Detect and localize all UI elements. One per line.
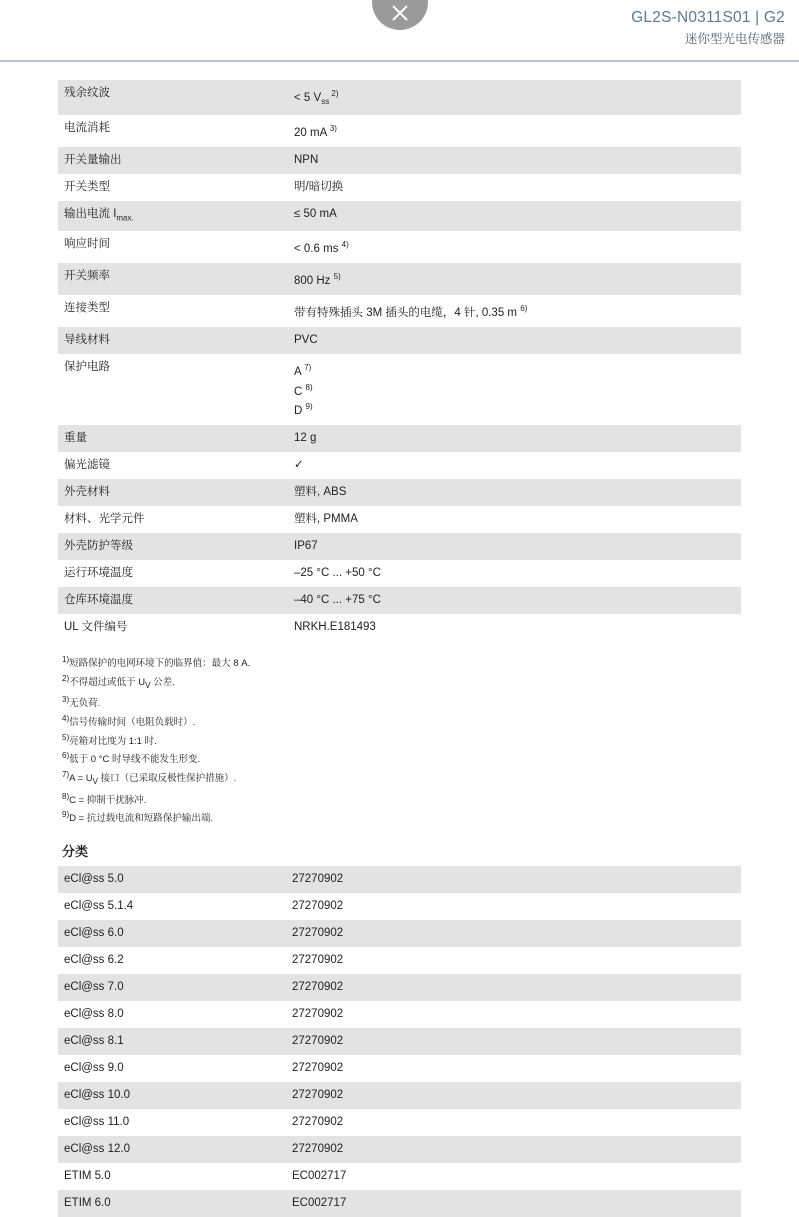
spec-value: 800 Hz $^{5)}$	[286, 263, 741, 295]
table-row	[58, 614, 741, 641]
spec-label: 响应时间	[58, 231, 286, 263]
header-titles	[631, 8, 785, 48]
spec-label: 开关量输出	[58, 147, 286, 174]
table-row	[58, 533, 741, 560]
spec-value: 带有特殊插头 3M 插头的电缆，4 针, 0.35 m $^{6)}$	[286, 295, 741, 327]
table-row	[58, 1109, 741, 1136]
table-row	[58, 80, 741, 115]
spec-label: 保护电路	[58, 354, 286, 425]
spec-label: 输出电流 $I_{max.}$	[58, 201, 286, 231]
classification-value: 27270902	[286, 1028, 741, 1055]
spec-label: 材料、光学元件	[58, 506, 286, 533]
table-row	[58, 295, 741, 327]
table-row	[58, 479, 741, 506]
classification-value: 27270902	[286, 947, 741, 974]
classification-key: ETIM 6.0	[58, 1190, 286, 1217]
footnote-item: $^{5)}$亮箱对比度为 1:1 时.	[62, 732, 157, 747]
classification-value: 27270902	[286, 920, 741, 947]
table-row	[58, 1082, 741, 1109]
footnote-item: $^{1)}$短路保护的电网环境下的临界值：最大 8 A.	[62, 655, 251, 670]
spec-label: UL 文件编号	[58, 614, 286, 641]
spec-value: < 5 $V_{ss}$ $^{2)}$	[286, 80, 741, 115]
spec-value: NRKH.E181493	[286, 614, 741, 641]
close-icon[interactable]	[372, 0, 428, 30]
page-header	[0, 0, 799, 62]
classification-value: 27270902	[286, 974, 741, 1001]
classification-key: eCl@ss 5.0	[58, 866, 286, 893]
spec-label: 电流消耗	[58, 115, 286, 147]
footnote-item: $^{6)}$低于 0 °C 时导线不能发生形变.	[62, 751, 201, 766]
table-row	[58, 354, 741, 425]
spec-label: 重量	[58, 425, 286, 452]
classification-value: 27270902	[286, 893, 741, 920]
table-row	[58, 1028, 741, 1055]
table-row	[58, 1001, 741, 1028]
spec-label: 外壳材料	[58, 479, 286, 506]
table-row	[58, 263, 741, 295]
table-row	[58, 1190, 741, 1217]
spec-label: 导线材料	[58, 327, 286, 354]
spec-value: PVC	[286, 327, 741, 354]
table-row	[58, 560, 741, 587]
table-row	[58, 1163, 741, 1190]
classification-value: 27270902	[286, 866, 741, 893]
classification-value: 27270902	[286, 1136, 741, 1163]
spec-value: 塑料, ABS	[286, 479, 741, 506]
table-row	[58, 147, 741, 174]
spec-label: 开关频率	[58, 263, 286, 295]
classification-key: eCl@ss 6.0	[58, 920, 286, 947]
footnotes-list	[58, 653, 741, 827]
footnote-item: $^{3)}$无负荷.	[62, 695, 101, 710]
spec-value: IP67	[286, 533, 741, 560]
footnote-item: $^{4)}$信号传输时间（电阻负载时）.	[62, 714, 196, 729]
table-row	[58, 1136, 741, 1163]
classification-key: eCl@ss 10.0	[58, 1082, 286, 1109]
table-row	[58, 866, 741, 893]
table-row	[58, 425, 741, 452]
classification-value: 27270902	[286, 1082, 741, 1109]
classification-key: eCl@ss 11.0	[58, 1109, 286, 1136]
table-row	[58, 201, 741, 231]
classification-key: ETIM 5.0	[58, 1163, 286, 1190]
spec-value: NPN	[286, 147, 741, 174]
table-row	[58, 452, 741, 479]
spec-value: A $^{7)}$ C $^{8)}$ D $^{9)}$	[286, 354, 741, 425]
spec-value: ✓	[286, 452, 741, 479]
classification-body	[58, 866, 741, 1217]
specifications-table	[58, 80, 741, 641]
classification-value: EC002717	[286, 1190, 741, 1217]
classification-title: 分类	[62, 843, 89, 859]
spec-label: 仓库环境温度	[58, 587, 286, 614]
specifications-body	[58, 80, 741, 641]
table-row	[58, 920, 741, 947]
spec-value: ≤ 50 mA	[286, 201, 741, 231]
classification-value: 27270902	[286, 1001, 741, 1028]
table-row	[58, 115, 741, 147]
table-row	[58, 947, 741, 974]
product-subtitle: 迷你型光电传感器	[684, 32, 785, 46]
table-row	[58, 893, 741, 920]
table-row	[58, 1055, 741, 1082]
footnote-item: $^{9)}$D = 抗过载电流和短路保护输出端.	[62, 810, 213, 825]
spec-label: 连接类型	[58, 295, 286, 327]
spec-label: 残余纹波	[58, 80, 286, 115]
spec-value: 20 mA $^{3)}$	[286, 115, 741, 147]
spec-label: 偏光滤镜	[58, 452, 286, 479]
classification-value: EC002717	[286, 1163, 741, 1190]
spec-label: 外壳防护等级	[58, 533, 286, 560]
classification-key: eCl@ss 7.0	[58, 974, 286, 1001]
spec-value: –40 °C ... +75 °C	[286, 587, 741, 614]
classification-key: eCl@ss 9.0	[58, 1055, 286, 1082]
footnote-item: $^{8)}$C = 抑制干扰脉冲.	[62, 791, 147, 806]
spec-label: 运行环境温度	[58, 560, 286, 587]
classification-key: eCl@ss 12.0	[58, 1136, 286, 1163]
page-content	[0, 80, 799, 1217]
spec-value: 12 g	[286, 425, 741, 452]
table-row	[58, 174, 741, 201]
product-code: GL2S-N0311S01 | G2	[631, 9, 785, 26]
classification-key: eCl@ss 5.1.4	[58, 893, 286, 920]
spec-value: 明/暗切换	[286, 174, 741, 201]
classification-key: eCl@ss 8.1	[58, 1028, 286, 1055]
table-row	[58, 974, 741, 1001]
classification-key: eCl@ss 6.2	[58, 947, 286, 974]
table-row	[58, 587, 741, 614]
table-row	[58, 231, 741, 263]
table-row	[58, 327, 741, 354]
spec-value: 塑料, PMMA	[286, 506, 741, 533]
spec-value: –25 °C ... +50 °C	[286, 560, 741, 587]
classification-value: 27270902	[286, 1055, 741, 1082]
spec-label: 开关类型	[58, 174, 286, 201]
footnote-item: $^{7)}A = U_V$ 接口（已采取反极性保护措施）.	[62, 770, 237, 787]
footnote-item: $^{2)}$不得超过或低于 $U_V$ 公差.	[62, 673, 175, 690]
classification-table	[58, 866, 741, 1217]
table-row	[58, 506, 741, 533]
classification-value: 27270902	[286, 1109, 741, 1136]
classification-key: eCl@ss 8.0	[58, 1001, 286, 1028]
spec-value: < 0.6 ms $^{4)}$	[286, 231, 741, 263]
